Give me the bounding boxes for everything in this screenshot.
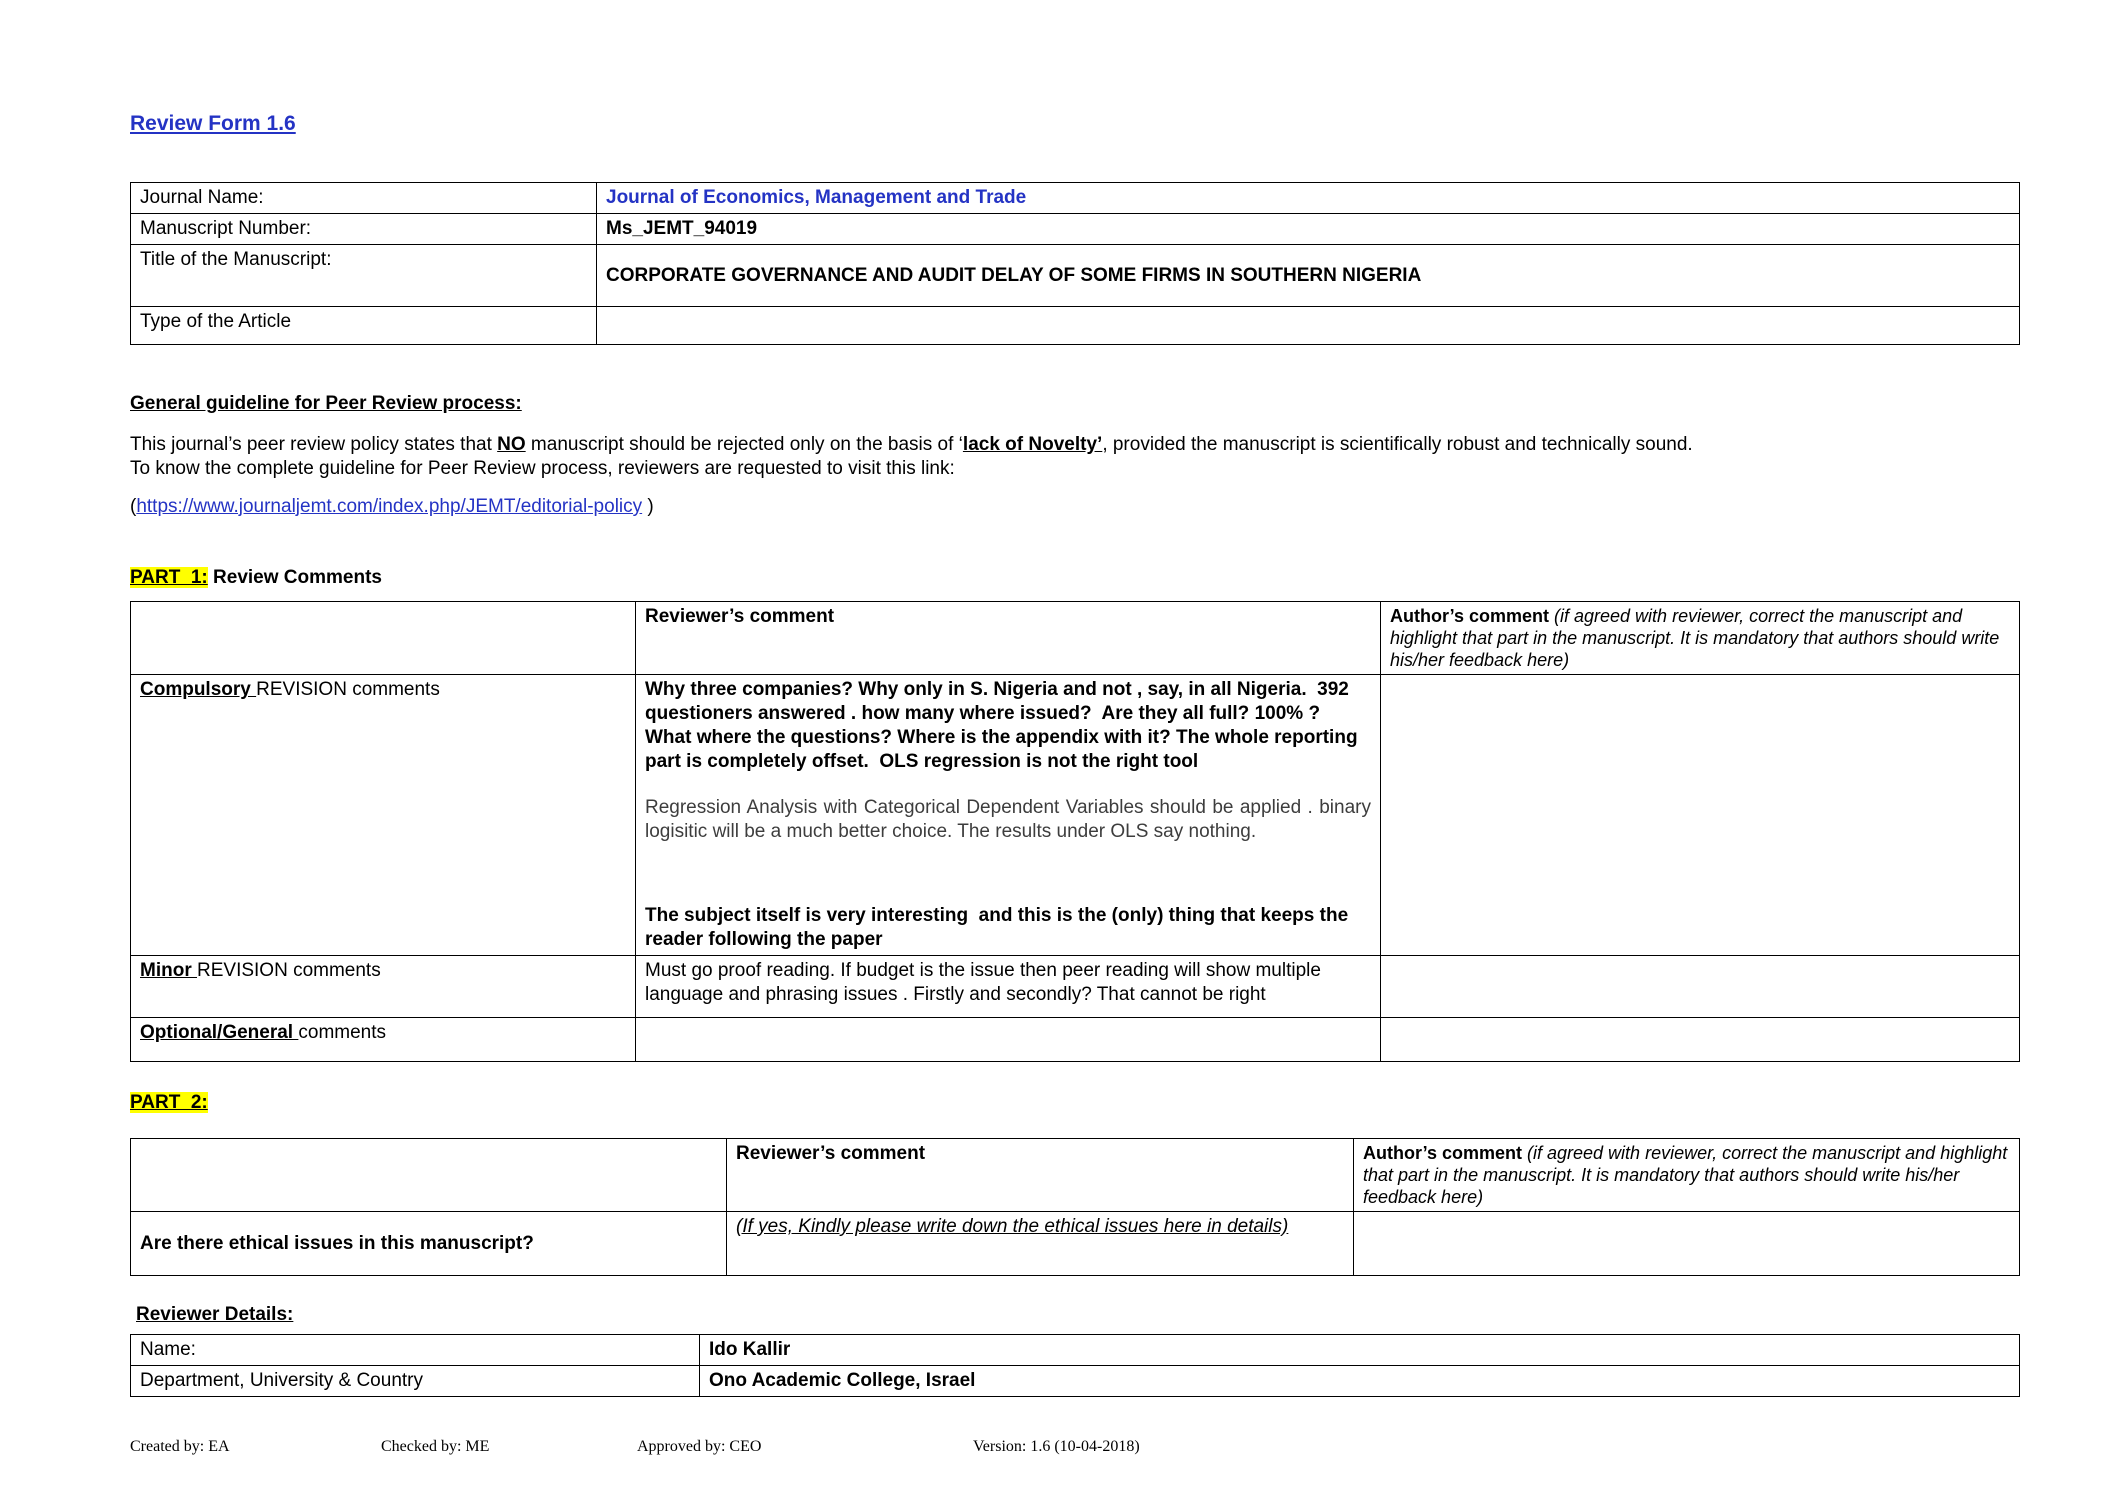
compulsory-comment-para3: The subject itself is very interesting and this is the (only) thing that keeps the reader following the paper <box>645 905 1354 950</box>
compulsory-revision-label: Compulsory REVISION comments <box>131 675 636 956</box>
compulsory-author-comment-cell[interactable] <box>1381 675 2020 956</box>
guideline-paragraph <box>130 433 2020 481</box>
ethics-hint: (If yes, Kindly please write down the ethical issues here in details) <box>736 1216 1289 1237</box>
optional-comments-label: Optional/General comments <box>131 1018 636 1062</box>
footer-created-by: Created by: EA <box>130 1438 230 1455</box>
article-type-value-cell[interactable] <box>597 307 2020 345</box>
ethics-author-comment-cell[interactable] <box>1354 1212 2020 1276</box>
table-row <box>131 307 2020 345</box>
reviewer-affiliation-value: Ono Academic College, Israel <box>700 1366 2020 1397</box>
manuscript-title-label: Title of the Manuscript: <box>131 245 597 307</box>
part1-heading <box>130 565 2020 591</box>
review-header-empty-cell <box>131 602 636 675</box>
table-row <box>131 245 2020 307</box>
ethics-question: Are there ethical issues in this manuscript? <box>131 1212 727 1276</box>
table-row <box>131 602 2020 675</box>
footer <box>0 1438 2117 1464</box>
reviewer-comment-header: Reviewer’s comment <box>636 602 1381 675</box>
reviewer-affiliation-label: Department, University & Country <box>131 1366 700 1397</box>
table-row <box>131 1212 2020 1276</box>
ethics-table <box>130 1138 2020 1276</box>
part1-title: Review Comments <box>207 567 382 588</box>
part2-heading <box>130 1090 2020 1116</box>
reviewer-details-heading: Reviewer Details: <box>136 1304 294 1325</box>
reviewer-name-label: Name: <box>131 1335 700 1366</box>
ethics-author-comment-header: Author’s comment (if agreed with reviewer, correct the manuscript and highlight that part in the manuscript. It is mandatory that authors should write his/her feedback here) <box>1354 1139 2020 1212</box>
reviewer-details-table <box>130 1334 2020 1397</box>
footer-checked-by: Checked by: ME <box>381 1438 490 1455</box>
compulsory-reviewer-comment <box>636 675 1381 956</box>
journal-name-value: Journal of Economics, Management and Trade <box>597 183 2020 214</box>
reviewer-name-value: Ido Kallir <box>700 1335 2020 1366</box>
optional-author-comment-cell[interactable] <box>1381 1018 2020 1062</box>
compulsory-comment-para2: Regression Analysis with Categorical Dependent Variables should be applied . binary logisitic will be a much better choice. The results under OLS say nothing. <box>645 797 1377 842</box>
manuscript-number-value: Ms_JEMT_94019 <box>597 214 2020 245</box>
minor-revision-label: Minor REVISION comments <box>131 956 636 1018</box>
author-comment-header: Author’s comment (if agreed with reviewer, correct the manuscript and highlight that part in the manuscript. It is mandatory that authors should write his/her feedback here) <box>1381 602 2020 675</box>
table-row <box>131 1335 2020 1366</box>
review-comments-table <box>130 601 2020 1062</box>
table-row <box>131 214 2020 245</box>
journal-name-label: Journal Name: <box>131 183 597 214</box>
editorial-policy-link[interactable]: https://www.journaljemt.com/index.php/JEMT/editorial-policy <box>136 496 643 517</box>
guideline-line-2: To know the complete guideline for Peer Review process, reviewers are requested to visit this link: <box>130 458 955 479</box>
ethics-reviewer-comment-header: Reviewer’s comment <box>727 1139 1354 1212</box>
guideline-line-1: This journal’s peer review policy states that NO manuscript should be rejected only on the basis of ‘lack of Novelty’, provided the manuscript is scientifically robust and technically sound. <box>130 434 1693 455</box>
optional-reviewer-comment-cell[interactable] <box>636 1018 1381 1062</box>
footer-version: Version: 1.6 (10-04-2018) <box>973 1438 1140 1455</box>
table-row <box>131 183 2020 214</box>
part1-label: PART 1: <box>130 567 208 588</box>
document-content <box>130 112 2020 1397</box>
ethics-answer-cell[interactable] <box>727 1212 1354 1276</box>
ethics-header-empty-cell <box>131 1139 727 1212</box>
minor-reviewer-comment: Must go proof reading. If budget is the issue then peer reading will show multiple language and phrasing issues . Firstly and secondly? That cannot be right <box>636 956 1381 1018</box>
minor-author-comment-cell[interactable] <box>1381 956 2020 1018</box>
page-title: Review Form 1.6 <box>130 112 296 135</box>
manuscript-title-value: CORPORATE GOVERNANCE AND AUDIT DELAY OF SOME FIRMS IN SOUTHERN NIGERIA <box>597 245 2020 307</box>
table-row <box>131 956 2020 1018</box>
table-row <box>131 1366 2020 1397</box>
compulsory-comment-para1: Why three companies? Why only in S. Nigeria and not , say, in all Nigeria. 392 questioners answered . how many where issued? Are they all full? 100% ? What where the questions? Where is the appendix with it? The whole reporting part is completely offset. OLS regression is not the right tool <box>645 679 1363 772</box>
manuscript-number-label: Manuscript Number: <box>131 214 597 245</box>
article-type-label: Type of the Article <box>131 307 597 345</box>
table-row <box>131 675 2020 956</box>
manuscript-info-table <box>130 182 2020 345</box>
part2-label: PART 2: <box>130 1092 208 1113</box>
table-row <box>131 1139 2020 1212</box>
footer-approved-by: Approved by: CEO <box>637 1438 762 1455</box>
editorial-policy-link-line: (https://www.journaljemt.com/index.php/JEMT/editorial-policy ) <box>130 496 654 517</box>
table-row <box>131 1018 2020 1062</box>
guideline-heading: General guideline for Peer Review process: <box>130 393 522 414</box>
